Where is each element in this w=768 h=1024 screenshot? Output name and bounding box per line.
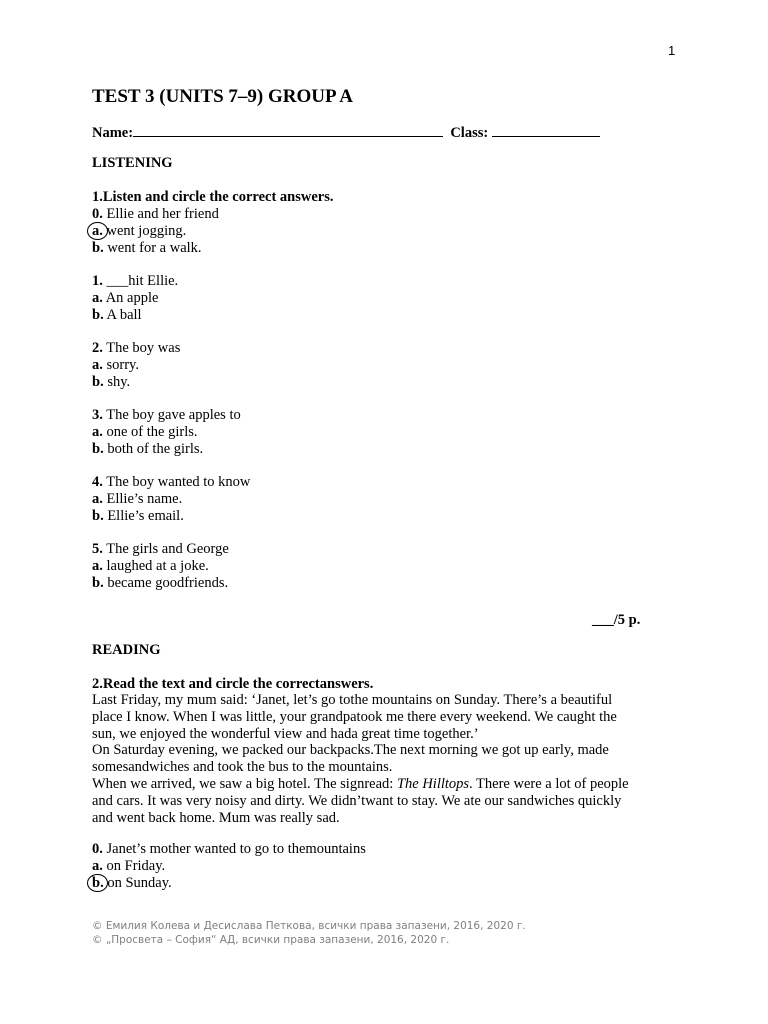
item-stem: The boy wanted to know <box>102 474 251 490</box>
paragraph-3: When we arrived, we saw a big hotel. The signread: The Hilltops. There were a lot of people and cars. It was very noisy and dirty. We didn’twant to stay. We ate our sandwiches quickly and went back home. Mum was really sad. <box>92 775 629 826</box>
listening-task: 1.Listen and circle the correct answers. <box>92 189 334 205</box>
reading-passage <box>92 692 672 826</box>
option-a[interactable]: a. one of the girls. <box>92 423 198 440</box>
item-number: 0. <box>92 206 103 222</box>
item-stem: The girls and George <box>102 541 229 557</box>
item-number: 5. <box>92 541 103 557</box>
option-a[interactable]: a. An apple <box>92 289 159 306</box>
option-a[interactable]: a. sorry. <box>92 356 139 373</box>
option-b[interactable]: b. on Sunday. <box>92 874 172 891</box>
item-stem: Janet’s mother wanted to go to themountains <box>102 841 366 857</box>
name-label: Name: <box>92 125 134 141</box>
option-b[interactable]: b. both of the girls. <box>92 440 204 457</box>
class-label: Class: <box>450 125 489 141</box>
listening-item-0 <box>92 206 672 256</box>
copyright-line-1: © Емилия Колева и Десислава Петкова, всички права запазени, 2016, 2020 г. <box>92 920 526 932</box>
option-b[interactable]: b. became goodfriends. <box>92 574 229 591</box>
copyright-line-2: © „Просвета – София“ АД, всички права запазени, 2016, 2020 г. <box>92 934 450 946</box>
item-stem: Ellie and her friend <box>102 206 219 222</box>
listening-item-4 <box>92 474 672 524</box>
name-class-line <box>92 124 600 142</box>
option-a[interactable]: a. Ellie’s name. <box>92 490 183 507</box>
item-number: 1. <box>92 273 103 289</box>
item-stem: The boy gave apples to <box>102 407 241 423</box>
listening-item-2 <box>92 340 672 390</box>
item-stem: ___hit Ellie. <box>102 273 179 289</box>
reading-heading: READING <box>92 642 161 658</box>
option-b[interactable]: b. A ball <box>92 306 142 323</box>
copyright-footer <box>92 919 526 947</box>
option-b[interactable]: b. shy. <box>92 373 131 390</box>
item-number: 0. <box>92 841 103 857</box>
paragraph-2: On Saturday evening, we packed our backpacks.The next morning we got up early, made somesandwiches and took the bus to the mountains. <box>92 742 609 776</box>
paragraph-1: Last Friday, my mum said: ‘Janet, let’s go tothe mountains on Sunday. There’s a beautiful place I know. When I was little, your grandpatook me there every weekend. We caught the sun, we enjoyed the wonderful view and hada great time together.’ <box>92 692 617 742</box>
reading-task: 2.Read the text and circle the correctanswers. <box>92 676 374 692</box>
test-title: TEST 3 (UNITS 7–9) GROUP A <box>92 86 353 107</box>
listening-heading: LISTENING <box>92 155 173 171</box>
option-b[interactable]: b. went for a walk. <box>92 239 202 256</box>
class-blank[interactable] <box>492 124 600 137</box>
option-b[interactable]: b. Ellie’s email. <box>92 507 184 524</box>
option-a[interactable]: a. laughed at a joke. <box>92 557 209 574</box>
listening-item-1 <box>92 273 672 323</box>
listening-score: ___/5 p. <box>592 612 641 628</box>
item-number: 4. <box>92 474 103 490</box>
hotel-name: The Hilltops <box>396 775 470 792</box>
listening-item-3 <box>92 407 672 457</box>
item-number: 3. <box>92 407 103 423</box>
item-stem: The boy was <box>102 340 181 356</box>
option-letter-circled[interactable]: a. <box>92 222 103 239</box>
option-a[interactable]: a. went jogging. <box>92 222 187 239</box>
listening-item-5 <box>92 541 672 591</box>
option-letter-circled[interactable]: b. <box>92 874 104 891</box>
page-number: 1 <box>668 43 676 58</box>
reading-item-0 <box>92 841 672 891</box>
name-blank[interactable] <box>133 124 443 137</box>
option-a[interactable]: a. on Friday. <box>92 857 166 874</box>
item-number: 2. <box>92 340 103 356</box>
